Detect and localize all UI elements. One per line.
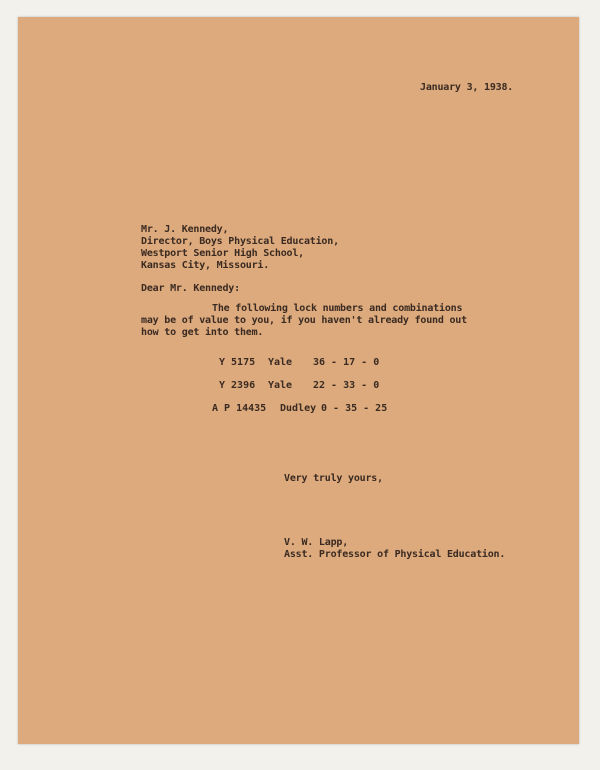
lock-make: Yale — [268, 357, 293, 368]
body-line: may be of value to you, if you haven't already found out — [141, 315, 467, 326]
salutation: Dear Mr. Kennedy: — [141, 283, 240, 294]
lock-combination: 0 - 35 - 25 — [321, 403, 388, 414]
recipient-line: Mr. J. Kennedy, — [141, 224, 229, 235]
signer-title: Asst. Professor of Physical Education. — [284, 549, 506, 560]
letter-date: January 3, 1938. — [420, 82, 514, 93]
recipient-line: Kansas City, Missouri. — [141, 260, 270, 271]
lock-row — [18, 403, 579, 415]
lock-number: Y 2396 — [219, 380, 256, 391]
recipient-line: Westport Senior High School, — [141, 248, 304, 259]
lock-row — [18, 357, 579, 369]
letter-sheet — [18, 17, 579, 744]
recipient-line: Director, Boys Physical Education, — [141, 236, 339, 247]
signer-name: V. W. Lapp, — [284, 537, 349, 548]
closing: Very truly yours, — [284, 473, 383, 484]
lock-make: Yale — [268, 380, 293, 391]
lock-combination: 22 - 33 - 0 — [313, 380, 380, 391]
lock-combination: 36 - 17 - 0 — [313, 357, 380, 368]
body-line: The following lock numbers and combinations — [212, 303, 463, 314]
lock-make: Dudley — [280, 403, 317, 414]
lock-number: A P 14435 — [212, 403, 267, 414]
lock-row — [18, 380, 579, 392]
body-line: how to get into them. — [141, 327, 264, 338]
lock-number: Y 5175 — [219, 357, 256, 368]
